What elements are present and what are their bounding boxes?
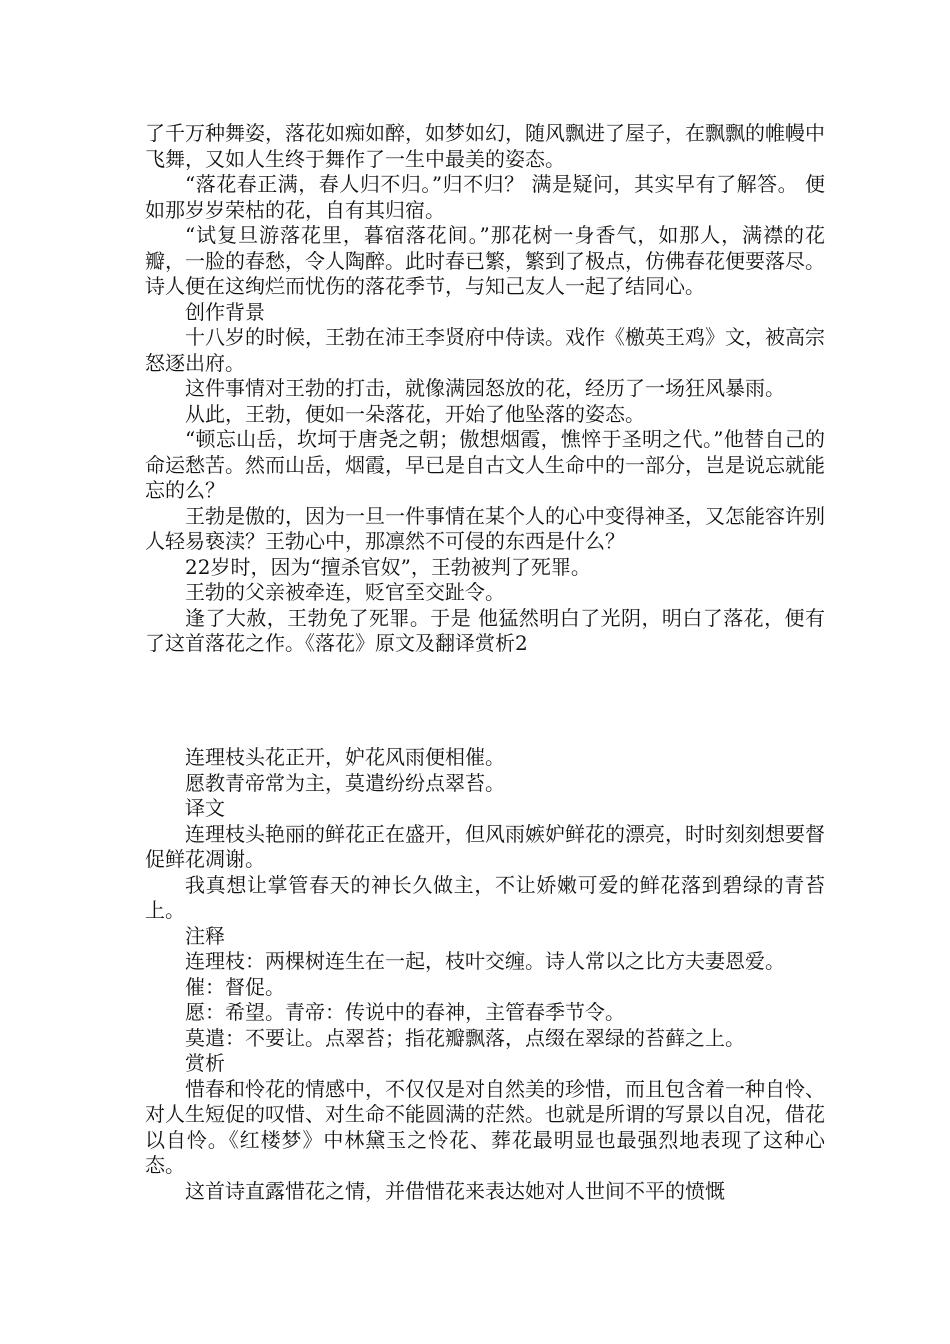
paragraph: 我真想让掌管春天的神长久做主，不让娇嫩可爱的鲜花落到碧绿的青苔上。 [145, 872, 825, 922]
paragraph: 十八岁的时候，王勃在沛王李贤府中侍读。戏作《檄英王鸡》文，被高宗怒逐出府。 [145, 325, 825, 375]
paragraph: 惜春和怜花的情感中，不仅仅是对自然美的珍惜，而且包含着一种自怜、对人生短促的叹惜、对生命不能圆满的茫然。也就是所谓的写景以自况，借花以自怜。《红楼梦》中林黛玉之怜花、葬花最明显也最强烈地表现了这种心态。 [145, 1076, 825, 1177]
paragraph: 了千万种舞姿，落花如痴如醉，如梦如幻，随风飘进了屋子，在飘飘的帷幔中飞舞，又如人生终于舞作了一生中最美的姿态。 [145, 121, 825, 171]
paragraph: 这件事情对王勃的打击，就像满园怒放的花，经历了一场狂风暴雨。 [185, 376, 785, 400]
text-section-top [145, 121, 825, 657]
section-heading: 译文 [185, 796, 225, 820]
section-heading: 创作背景 [185, 299, 265, 324]
paragraph: 逢了大赦，王勃免了死罪。于是 他猛然明白了光阴，明白了落花，便有了这首落花之作。《落花》原文及翻译赏析2 [145, 605, 825, 655]
annotation: 愿：希望。青帝：传说中的春神，主管春季节令。 [185, 1000, 625, 1024]
paragraph: 王勃是傲的，因为一旦一件事情在某个人的心中变得神圣，又怎能容许别人轻易亵渎？王勃心中，那凛然不可侵的东西是什么？ [145, 503, 825, 553]
annotation: 莫遣：不要让。点翠苔；指花瓣飘落，点缀在翠绿的苔藓之上。 [185, 1025, 745, 1050]
paragraph: 连理枝头艳丽的鲜花正在盛开，但风雨嫉妒鲜花的漂亮，时时刻刻想要督促鲜花凋谢。 [145, 821, 825, 871]
section-heading: 赏析 [185, 1051, 225, 1075]
paragraph: “试复旦游落花里，暮宿落花间。”那花树一身香气，如那人，满襟的花瓣，一脸的春愁，令人陶醉。此时春已繁，繁到了极点，仿佛春花便要落尽。诗人便在这绚烂而忧伤的落花季节，与知己友人一起了结同心。 [145, 223, 825, 298]
paragraph: 从此，王勃，便如一朵落花，开始了他坠落的姿态。 [185, 401, 645, 426]
paragraph: 王勃的父亲被牵连，贬官至交趾令。 [185, 580, 505, 604]
annotation: 催：督促。 [185, 974, 285, 999]
paragraph: “落花春正满，春人归不归。”归不归？ 满是疑问，其实早有了解答。 便如那岁岁荣枯的花，自有其归宿。 [145, 172, 825, 222]
paragraph: “顿忘山岳，坎坷于唐尧之朝；傲想烟霞，憔悴于圣明之代。”他替自己的命运愁苦。然而山岳，烟霞，早已是自古文人生命中的一部分，岂是说忘就能忘的么？ [145, 427, 825, 502]
paragraph: 这首诗直露惜花之情，并借惜花来表达她对人世间不平的愤慨 [185, 1178, 725, 1203]
poem-line: 愿教青帝常为主，莫遣纷纷点翠苔。 [185, 770, 505, 795]
section-heading: 注释 [185, 923, 225, 948]
paragraph: 22岁时，因为“擅杀官奴”，王勃被判了死罪。 [185, 554, 591, 579]
annotation: 连理枝：两棵树连生在一起，枝叶交缠。诗人常以之比方夫妻恩爱。 [185, 949, 785, 973]
poem-line: 连理枝头花正开，妒花风雨便相催。 [185, 745, 505, 769]
text-section-bottom [145, 745, 825, 1204]
